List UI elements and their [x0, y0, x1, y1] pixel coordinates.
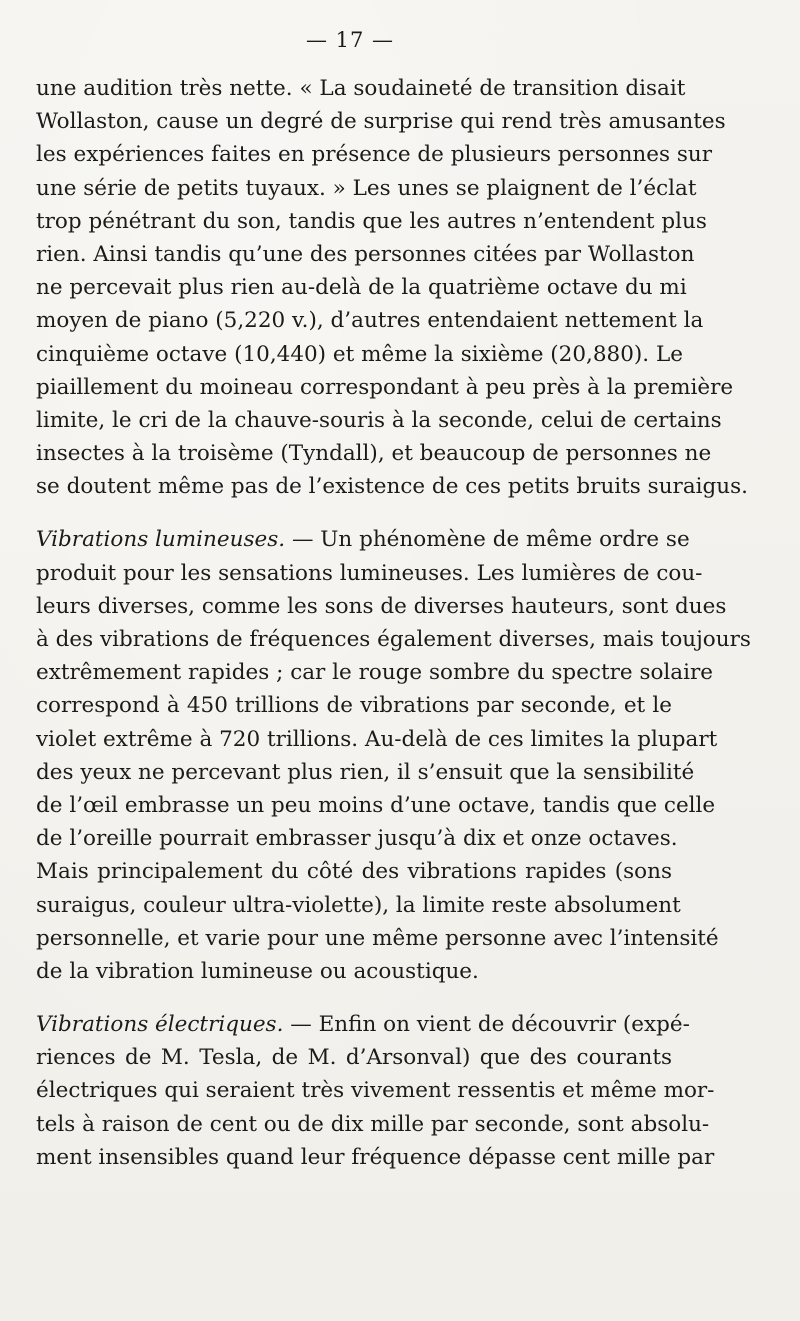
paragraph-vibrations-lumineuses — [36, 523, 751, 988]
text-line: de la vibration lumineuse ou acoustique. — [36, 958, 479, 984]
text-line: les expériences faites en présence de plusieurs personnes sur — [36, 142, 713, 168]
paragraph-vibrations-electriques — [36, 1008, 715, 1174]
text-line: une série de petits tuyaux. » Les unes se plaignent de l’éclat — [36, 175, 697, 201]
text-line: Wollaston, cause un degré de surprise qui rend très amusantes — [36, 109, 726, 135]
text-line: produit pour les sensations lumineuses. Les lumières de cou- — [36, 560, 703, 586]
section-heading-lumineuses: Vibrations lumineuses. — [36, 527, 286, 553]
page-number: — 17 — — [305, 28, 395, 52]
paragraph-audition — [36, 72, 748, 503]
text-line: tels à raison de cent ou de dix mille par seconde, sont absolu- — [36, 1111, 710, 1137]
text-line: moyen de piano (5,220 v.), d’autres entendaient nettement la — [36, 308, 704, 334]
text-line: personnelle, et varie pour une même personne avec l’intensité — [36, 925, 719, 951]
text-line: riences de M. Tesla, de M. d’Arsonval) que des courants — [36, 1045, 672, 1071]
text-line: ment insensibles quand leur fréquence dépasse cent mille par — [36, 1144, 715, 1170]
text-line: limite, le cri de la chauve-souris à la seconde, celui de certains — [36, 407, 722, 433]
text-line: à des vibrations de fréquences également diverses, mais toujours — [36, 627, 751, 652]
text-line: piaillement du moineau correspondant à peu près à la première — [36, 374, 734, 400]
text-line: rien. Ainsi tandis qu’une des personnes citées par Wollaston — [36, 241, 695, 267]
text-fragment: — Un phénomène de même ordre se — [291, 527, 690, 553]
text-line: se doutent même pas de l’existence de ces petits bruits suraigus. — [36, 474, 748, 500]
text-line: violet extrême à 720 trillions. Au-delà de ces limites la plupart — [36, 726, 718, 752]
text-line — [36, 1008, 690, 1041]
text-line: extrêmement rapides ; car le rouge sombre du spectre solaire — [36, 660, 713, 686]
text-line: Mais principalement du côté des vibrations rapides (sons — [36, 859, 672, 885]
text-line: leurs diverses, comme les sons de diverses hauteurs, sont dues — [36, 593, 727, 619]
section-heading-electriques: Vibrations électriques. — [36, 1012, 284, 1038]
text-line: de l’œil embrasse un peu moins d’une octave, tandis que celle — [36, 792, 716, 818]
text-line: de l’oreille pourrait embrasser jusqu’à dix et onze octaves. — [36, 826, 678, 852]
text-line: trop pénétrant du son, tandis que les autres n’entendent plus — [36, 208, 707, 234]
body-text — [36, 72, 751, 1174]
text-fragment: — Enfin on vient de découvrir (expé- — [290, 1012, 690, 1038]
text-line: électriques qui seraient très vivement ressentis et même mor- — [36, 1078, 715, 1104]
text-line: suraigus, couleur ultra-violette), la limite reste absolument — [36, 892, 681, 918]
text-line: ne percevait plus rien au-delà de la quatrième octave du mi — [36, 275, 687, 301]
text-line: insectes à la troisème (Tyndall), et beaucoup de personnes ne — [36, 441, 712, 467]
text-line: correspond à 450 trillions de vibrations par seconde, et le — [36, 693, 672, 719]
text-line: cinquième octave (10,440) et même la sixième (20,880). Le — [36, 341, 683, 367]
text-line: une audition très nette. « La soudaineté de transition disait — [36, 76, 686, 101]
text-line: des yeux ne percevant plus rien, il s’ensuit que la sensibilité — [36, 759, 695, 785]
text-line — [36, 523, 690, 556]
